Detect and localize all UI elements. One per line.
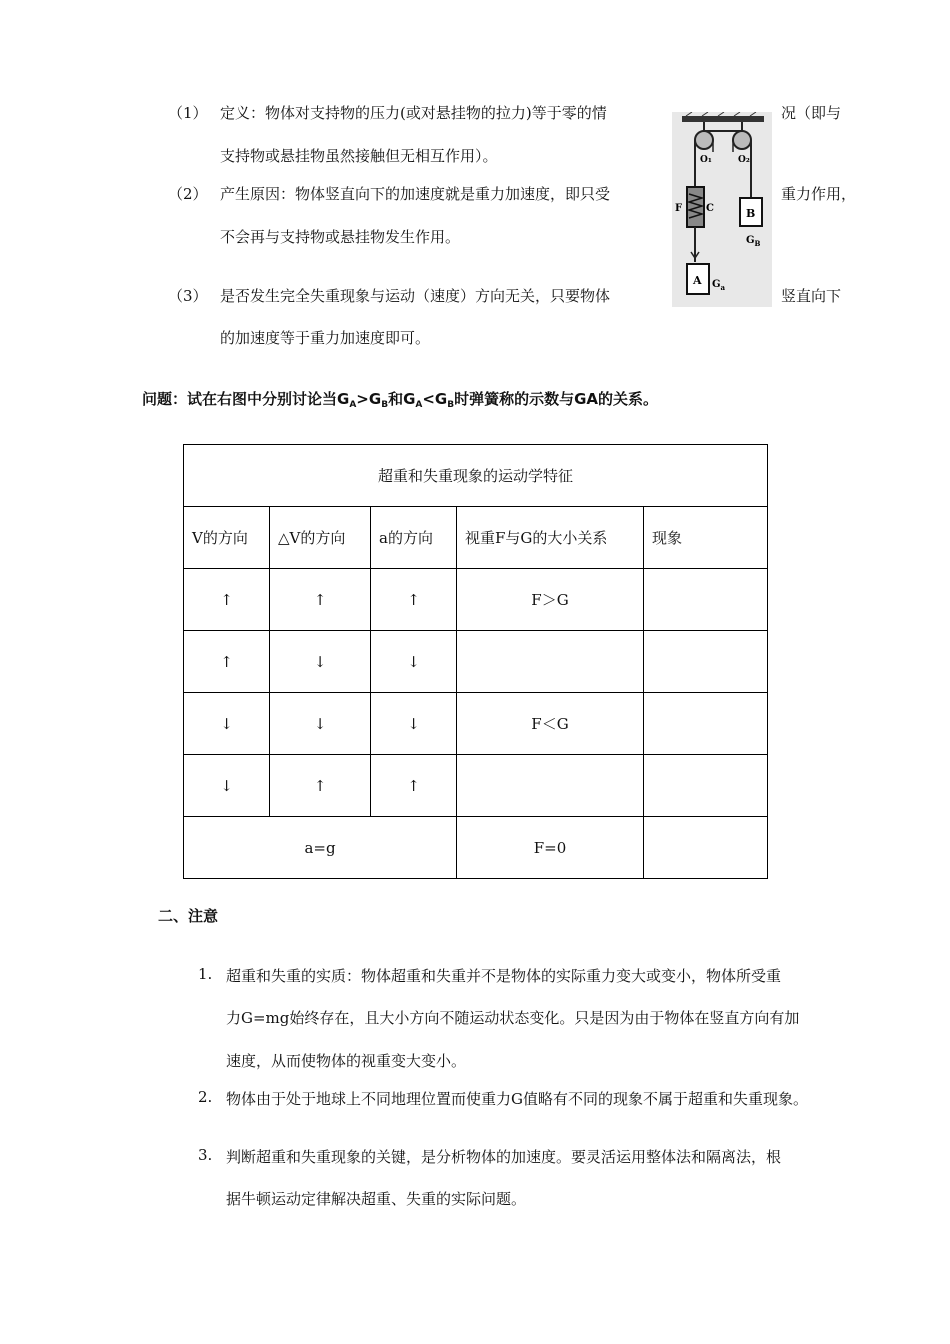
question-sub-b1: B [381, 400, 389, 410]
cell-a: ↑ [371, 755, 457, 817]
label-o2: O₂ [738, 155, 750, 165]
cell-dv: ↓ [270, 631, 371, 693]
definition-number-2: （2） [168, 185, 208, 203]
cell-v: ↓ [184, 755, 270, 817]
definition-tail-1: 况（即与 [781, 104, 842, 122]
cell-phenomenon [644, 631, 768, 693]
header-phenomenon: 现象 [644, 507, 768, 569]
pulley-diagram-svg [672, 112, 772, 307]
spring-scale [687, 187, 704, 227]
label-c: C [706, 203, 714, 214]
label-b: B [746, 207, 756, 220]
notes-heading: 二、注意 [158, 907, 219, 925]
cell-v: ↑ [184, 631, 270, 693]
label-a: A [693, 274, 702, 287]
label-f: F [675, 203, 683, 214]
definition-number-3: （3） [168, 287, 208, 305]
question-suffix: 时弹簧称的示数与GA的关系。 [454, 390, 659, 408]
cell-dv: ↓ [270, 693, 371, 755]
definition-number-1: （1） [168, 104, 208, 122]
note-number-3: 3. [198, 1146, 213, 1164]
question-gt: >G [356, 390, 382, 408]
label-gb: $G_B$ [746, 235, 761, 248]
cell-phenomenon [644, 693, 768, 755]
definition-continuation-2: 不会再与支持物或悬挂物发生作用。 [220, 228, 461, 246]
question-text [142, 388, 658, 410]
cell-phenomenon [644, 817, 768, 879]
header-a-direction: a的方向 [371, 507, 457, 569]
header-dv-direction: △V的方向 [270, 507, 371, 569]
cell-f-g [457, 755, 644, 817]
note-line: 物体由于处于地球上不同地理位置而使重力G值略有不同的现象不属于超重和失重现象。 [226, 1090, 808, 1108]
table-row [184, 755, 768, 817]
pulley-o2 [733, 131, 751, 149]
note-number-2: 2. [198, 1088, 213, 1106]
definition-text-3: 是否发生完全失重现象与运动（速度）方向无关，只要物体 [220, 287, 611, 305]
question-sub-a1: A [349, 400, 357, 410]
table-title: 超重和失重现象的运动学特征 [184, 445, 768, 507]
definition-text-1: 定义：物体对支持物的压力(或对悬挂物的拉力)等于零的情 [220, 104, 607, 122]
label-ga: $G_a$ [712, 279, 726, 292]
pulley-o1 [695, 131, 713, 149]
table-row [184, 693, 768, 755]
cell-dv: ↑ [270, 569, 371, 631]
definition-tail-3: 竖直向下 [781, 287, 842, 305]
cell-f-g: F＜G [457, 693, 644, 755]
table-header-row [184, 507, 768, 569]
question-sub-a2: A [415, 400, 423, 410]
note-line: 据牛顿运动定律解决超重、失重的实际问题。 [226, 1190, 527, 1208]
note-line: 判断超重和失重现象的关键，是分析物体的加速度。要灵活运用整体法和隔离法，根 [226, 1148, 782, 1166]
table-row [184, 631, 768, 693]
cell-f-equals-zero: F=0 [457, 817, 644, 879]
label-o1: O₁ [700, 155, 712, 165]
cell-phenomenon [644, 755, 768, 817]
question-sub-b2: B [447, 400, 455, 410]
definition-continuation-3: 的加速度等于重力加速度即可。 [220, 329, 431, 347]
cell-v: ↑ [184, 569, 270, 631]
question-prefix: 问题：试在右图中分别讨论当G [142, 390, 350, 408]
cell-a: ↓ [371, 631, 457, 693]
definition-continuation-1: 支持物或悬挂物虽然接触但无相互作用）。 [220, 147, 498, 165]
header-f-g-relation: 视重F与G的大小关系 [457, 507, 644, 569]
definition-text-2: 产生原因：物体竖直向下的加速度就是重力加速度，即只受 [220, 185, 611, 203]
question-and: 和G [388, 390, 416, 408]
note-line: 超重和失重的实质：物体超重和失重并不是物体的实际重力变大或变小，物体所受重 [226, 967, 782, 985]
cell-dv: ↑ [270, 755, 371, 817]
question-lt: <G [422, 390, 448, 408]
cell-v: ↓ [184, 693, 270, 755]
cell-a: ↑ [371, 569, 457, 631]
cell-a: ↓ [371, 693, 457, 755]
cell-phenomenon [644, 569, 768, 631]
table-row [184, 569, 768, 631]
cell-a-equals-g: a=g [184, 817, 457, 879]
note-line: 力G=mg始终存在，且大小方向不随运动状态变化。只是因为由于物体在竖直方向有加 [226, 1009, 800, 1027]
pulley-diagram [672, 112, 772, 307]
definition-tail-2: 重力作用， [781, 185, 857, 203]
note-number-1: 1. [198, 965, 213, 983]
header-v-direction: V的方向 [184, 507, 270, 569]
cell-f-g: F＞G [457, 569, 644, 631]
table-title-row [184, 445, 768, 507]
cell-f-g [457, 631, 644, 693]
kinematics-table [183, 444, 768, 879]
table-row-free-fall [184, 817, 768, 879]
ceiling-bar [682, 116, 764, 122]
note-line: 速度，从而使物体的视重变大变小。 [226, 1052, 467, 1070]
